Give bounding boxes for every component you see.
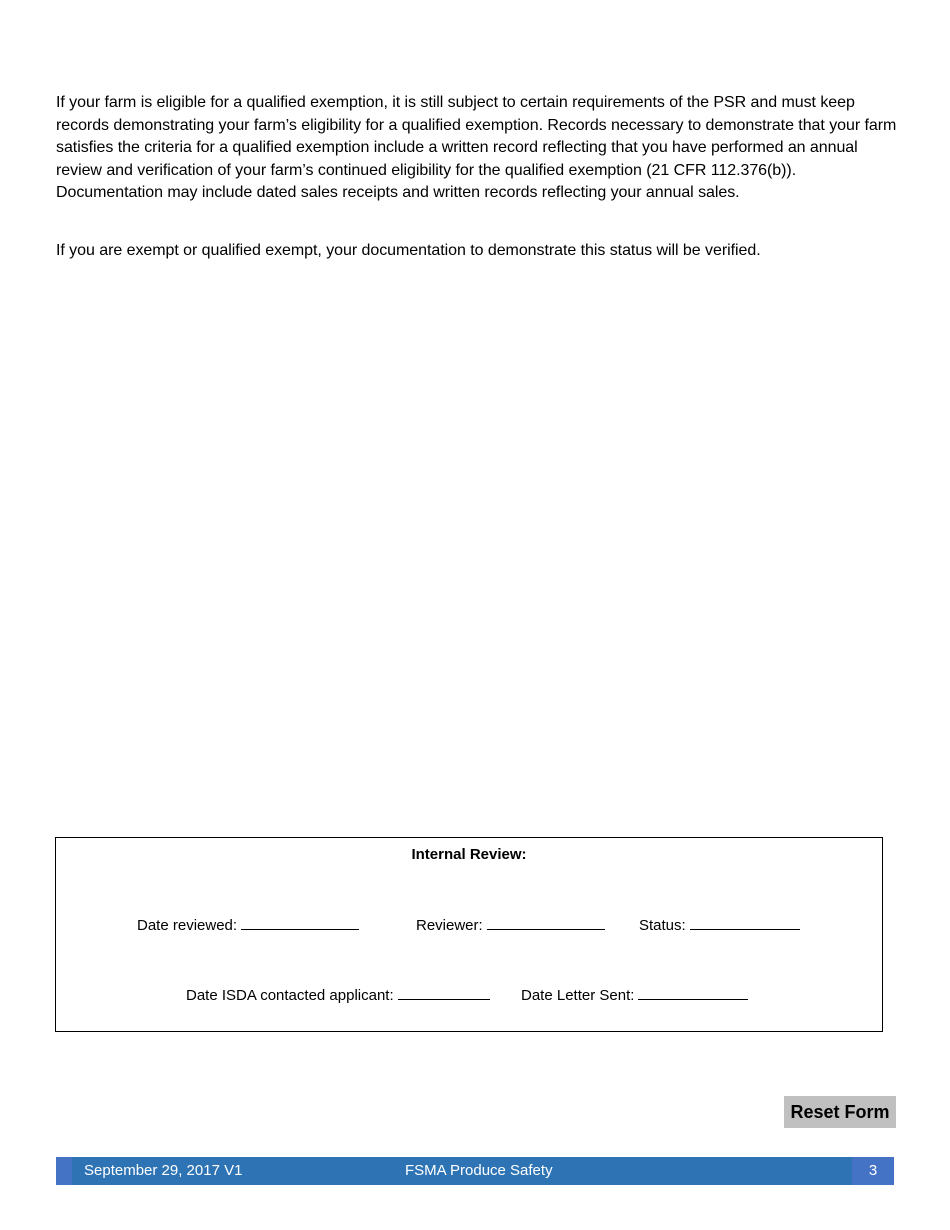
- page-footer: [56, 1157, 894, 1185]
- status-label: Status:: [639, 917, 686, 934]
- date-reviewed-label: Date reviewed:: [137, 917, 238, 934]
- verification-paragraph: If you are exempt or qualified exempt, your documentation to demonstrate this status will be verified.: [56, 242, 761, 259]
- internal-review-box: [55, 837, 883, 1032]
- date-letter-sent-label: Date Letter Sent:: [521, 987, 635, 1004]
- reviewer-label: Reviewer:: [416, 917, 483, 934]
- status-blank[interactable]: [690, 915, 800, 930]
- date-reviewed-field[interactable]: [137, 915, 359, 934]
- status-field[interactable]: [639, 915, 800, 934]
- footer-page-number: 3: [868, 1162, 878, 1179]
- date-letter-sent-blank[interactable]: [638, 985, 748, 1000]
- date-reviewed-blank[interactable]: [241, 915, 359, 930]
- date-isda-contacted-blank[interactable]: [398, 985, 490, 1000]
- footer-title: FSMA Produce Safety: [405, 1162, 553, 1179]
- footer-accent-left: [56, 1157, 72, 1185]
- footer-date-version: September 29, 2017 V1: [84, 1162, 243, 1179]
- reset-form-button[interactable]: Reset Form: [784, 1096, 896, 1128]
- reviewer-field[interactable]: [416, 915, 605, 934]
- date-isda-contacted-field[interactable]: [186, 985, 490, 1004]
- date-letter-sent-field[interactable]: [521, 985, 748, 1004]
- date-isda-contacted-label: Date ISDA contacted applicant:: [186, 987, 394, 1004]
- reviewer-blank[interactable]: [487, 915, 605, 930]
- qualified-exemption-paragraph: If your farm is eligible for a qualified exemption, it is still subject to certain requirements of the PSR and must keep records demonstrating your farm’s eligibility for a qualified exemption. Records necessary to demonstrate that your farm satisfies the criteria for a qualified exemption include a written record reflecting that you have performed an annual review and verification of your farm’s continued eligibility for the qualified exemption (21 CFR 112.376(b)). Documentation may include dated sales receipts and written records reflecting your annual sales.: [56, 94, 897, 202]
- internal-review-title: Internal Review:: [411, 846, 527, 863]
